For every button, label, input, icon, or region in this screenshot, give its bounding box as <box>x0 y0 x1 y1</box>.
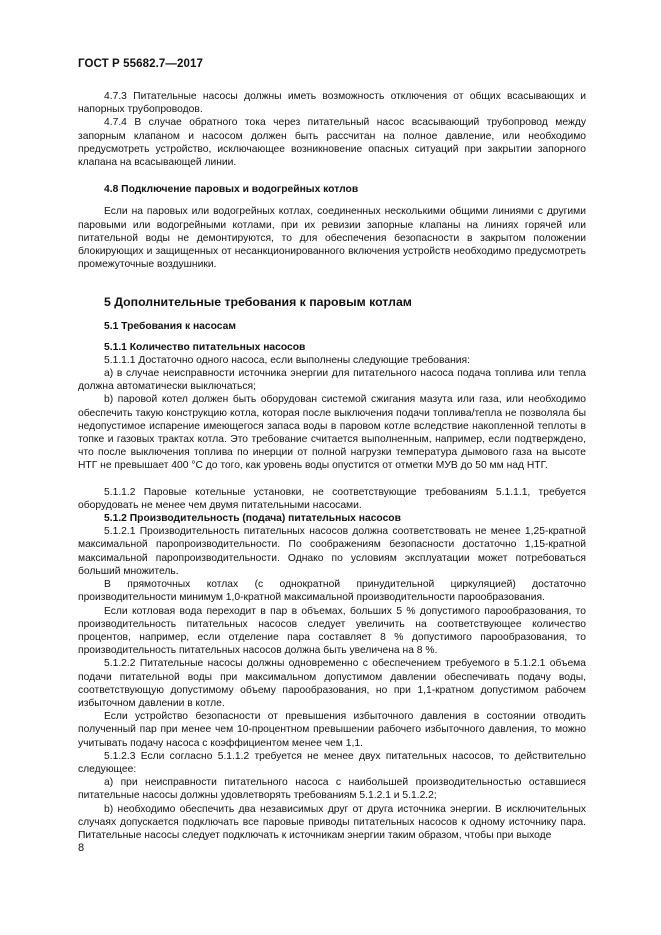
section-4-8-text: Если на паровых или водогрейных котлах, соединенных несколькими общими линиями с другими паровыми или водогрейными котлами, при их ревизии запорные клапаны на линиях горячей или питательной воды не демонтируются, то для обеспечения безопасности в закрытом положении блокирующих и защищенных от несанкционированного включения устройств необходимо предусмотреть промежуточные воздушники. <box>78 206 586 271</box>
paragraph-direct-flow: В прямоточных котлах (с однократной принудительной циркуляцией) достаточно производительности минимум 1,0-кратной максимальной производительности парообразования. <box>78 579 586 604</box>
paragraph-4-7-4: 4.7.4 В случае обратного тока через питательный насос всасывающий трубопровод между запорным клапаном и насосом должен быть рассчитан на полное давление, или необходимо предусмотреть устройство, исключающее возникновение опасных ситуаций при закрытии запорного клапана на всасывающей линии. <box>78 117 586 169</box>
paragraph-5-1-2-2: 5.1.2.2 Питательные насосы должны одновременно с обеспечением требуемого в 5.1.2.1 объема подачи питательной воды при максимальном допустимом давлении обеспечивать подачу воды, соответствующую допустимому объему парообразования, но при 1,1-кратном допустимом рабочем избыточном давлении в котле. <box>78 658 586 709</box>
paragraph-item-b: b) паровой котел должен быть оборудован системой сжигания мазута или газа, или необходимо обеспечить такую конструкцию котла, которая после выключения подачи топлива/тепла не позволяла бы недопустимое испарение имеющегося запаса воды в паровом котле вследствие накопленной теплоты в топке и газовых трактах котла. Это требование считается выполненным, например, если подтверждено, что после выключения топлива по инерции от полной нагрузки температура дымового газа на высоте НТГ не превышает 400 °С до того, как уровень воды опустится от отметки МУВ до 50 мм над НТГ. <box>78 394 586 472</box>
document-code-header: ГОСТ Р 55682.7—2017 <box>78 58 203 70</box>
document-body <box>78 90 586 842</box>
section-5-heading: 5 Дополнительные требования к паровым котлам <box>104 295 412 310</box>
paragraph-item-a2: a) при неисправности питательного насоса с наибольшей производительностью оставшиеся питательные насосы должны удовлетворять требованиям 5.1.2.1 и 5.1.2.2; <box>78 777 586 802</box>
paragraph-5-1-1-1: 5.1.1.1 Достаточно одного насоса, если выполнены следующие требования: <box>104 354 470 366</box>
section-4-8-heading: 4.8 Подключение паровых и водогрейных котлов <box>104 184 359 196</box>
subsection-5-1-heading: 5.1 Требования к насосам <box>104 321 236 333</box>
paragraph-item-b2: b) необходимо обеспечить два независимых друг от друга источника энергии. В исключительных случаях допускается подключать все паровые приводы питательных насосов к одному источнику пара. Питательные насосы следует подключать к источникам энергии таким образом, чтобы при выходе <box>78 803 586 841</box>
paragraph-5-1-1-2: 5.1.1.2 Паровые котельные установки, не соответствующие требованиям 5.1.1.1, требуется оборудовать не менее чем двумя питательными насосами. <box>78 486 586 511</box>
subsection-5-1-1-heading: 5.1.1 Количество питательных насосов <box>104 341 306 353</box>
paragraph-5-1-2-3: 5.1.2.3 Если согласно 5.1.1.2 требуется не менее двух питательных насосов, то действительно следующее: <box>78 750 586 775</box>
paragraph-4-7-3: 4.7.3 Питательные насосы должны иметь возможность отключения от общих всасывающих и напорных трубопроводов. <box>78 91 586 116</box>
paragraph-relief-device: Если устройство безопасности от превышения избыточного давления в состоянии отводить полученный пар при менее чем 10-процентном превышении рабочего избыточного давления, то можно учитывать подачу насоса с коэффициентом менее чем 1,1. <box>78 711 586 749</box>
paragraph-5-1-2-1: 5.1.2.1 Производительность питательных насосов должна соответствовать не менее 1,25-кратной максимальной паропроизводительности. По соображениям безопасности достаточно 1,15-кратной максимальной паропроизводительности. Однако по условиям эксплуатации может потребоваться больший множитель. <box>78 526 586 577</box>
subsection-5-1-2-heading: 5.1.2 Производительность (подача) питательных насосов <box>104 513 401 525</box>
paragraph-five-percent: Если котловая вода переходит в пар в объемах, больших 5 % допустимого парообразования, то производительность питательных насосов следует увеличить на соответствующее количество процентов, например, если отделение пара составляет 8 % допустимого парообразования, то производительность питательных насосов должна быть увеличена на 8 %. <box>78 605 586 657</box>
page-number: 8 <box>78 842 85 854</box>
paragraph-item-a: a) в случае неисправности источника энергии для питательного насоса подача топлива или тепла должна автоматически выключаться; <box>78 368 586 393</box>
